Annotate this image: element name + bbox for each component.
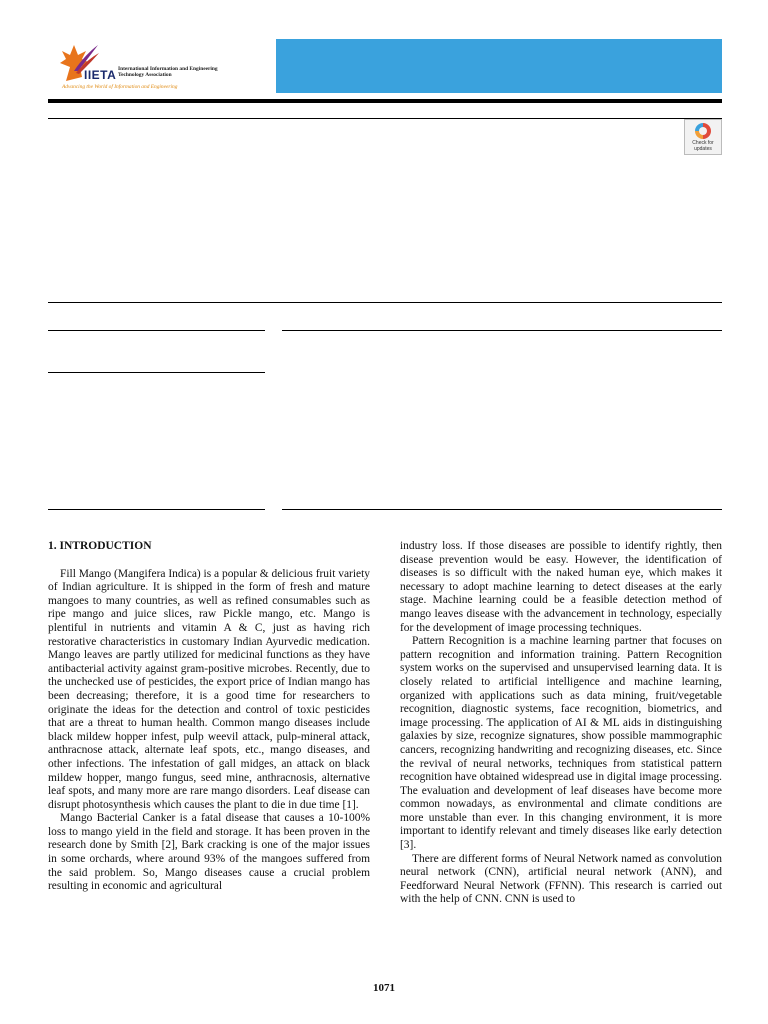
paragraph: Mango Bacterial Canker is a fatal disease that causes a 10-100% loss to mango yield in the field and storage. It has been proven in the research done by Smith [2], Bark cracking is one of the major issues in some orchards, where around 93% of the mangoes suffered from the said problem. So, Mango diseases cause a crucial problem resulting in economic and agricultural <box>48 812 370 893</box>
abstract-box-top-rule <box>282 330 722 331</box>
page-number: 1071 <box>373 982 395 994</box>
left-column <box>48 540 370 894</box>
check-for-updates-button[interactable] <box>684 119 722 155</box>
info-box-mid-rule <box>48 372 265 373</box>
frontmatter-rule <box>48 302 722 303</box>
right-column <box>400 540 722 907</box>
paragraph: There are different forms of Neural Network named as convolution neural network (CNN), artificial neural network (ANN), and Feedforward Neural Network (FFNN). This research is carried out with the help of CNN. CNN is used to <box>400 852 722 906</box>
paragraph: industry loss. If those diseases are possible to identify rightly, then disease prevention would be easy. However, the identification of diseases is so difficult with the naked human eye, which makes it necessary to adopt machine learning to detect diseases at the early stage. Machine learning could be a feasible detection method of mango leaves disease with the advancement in technology, especially for the development of image processing techniques. <box>400 540 722 634</box>
title-rule <box>48 118 722 119</box>
publisher-logo <box>48 39 242 93</box>
badge-label-line-2: updates <box>694 145 712 152</box>
paragraph: Fill Mango (Mangifera Indica) is a popular & delicious fruit variety of Indian agriculture. It is shipped in the form of fresh and mature mangoes to many countries, as well as refined consumables such as ripe mango and juice slices, raw Pickle mango, etc. Mango is plentiful in nutrients and vitamin A & C, just as having rich restorative characteristics in customary Indian Ayurvedic medication. Mango leaves are partly utilized for medicinal functions as they have antibacterial activity against gram-positive microbes. Recently, due to the unchecked use of pesticides, the export price of Indian mango has been decreasing; therefore, it is a good time for researchers to originate the ideas for the detection and control of toxic pesticides that are a threat to human health. Common mango diseases include black mildew hopper infest, pulp weevil attack, pulp-mineral attack, anthracnose attack, alternate leaf spots, etc., mango diseases, and other infections. The infestation of gall midges, an attack on black mildew hopper, mango fungus, seed mine, anthracnosis, alternative leaf spots, and many more are rare mango disorders. Leaf disease can disrupt photosynthesis which causes the plant to die in due time [1]. <box>48 567 370 811</box>
paragraph: Pattern Recognition is a machine learning partner that focuses on pattern recognition and information training. Pattern Recognition system works on the supervised and unsupervised learning data. It is closely related to artificial intelligence and machine learning, organized with applications such as data mining, fruit/vegetable recognition, diagnostic systems, face recognition, biometrics, and image processing. The application of AI & ML aids in distinguishing galaxies by size, recognize signatures, show possible mammographic cancers, recognizing handwriting and recognizing diseases, etc. Since the revival of neural networks, techniques from statistical pattern recognition have obtained widespread use in digital image processing. The evaluation and development of leaf diseases have become more common nowadays, as environmental and climate conditions are more unstable than ever. In this changing environment, it is more important to identify relevant and timely diseases like early detection [3]. <box>400 635 722 852</box>
logo-tagline: Advancing the World of Information and Engineering <box>62 84 178 90</box>
check-for-updates-label <box>685 141 721 152</box>
abstract-box-bottom-rule <box>282 509 722 510</box>
crossmark-icon <box>695 123 711 139</box>
logo-brand-text: IIETA <box>84 68 117 82</box>
info-box-bottom-rule <box>48 509 265 510</box>
header-rule <box>48 99 722 103</box>
section-heading: 1. INTRODUCTION <box>48 540 152 552</box>
info-box-top-rule <box>48 330 265 331</box>
journal-banner <box>276 39 722 93</box>
badge-label-line-1: Check for <box>692 140 714 146</box>
logo-org-name: International Information and Engineering Technology Association <box>118 66 218 79</box>
